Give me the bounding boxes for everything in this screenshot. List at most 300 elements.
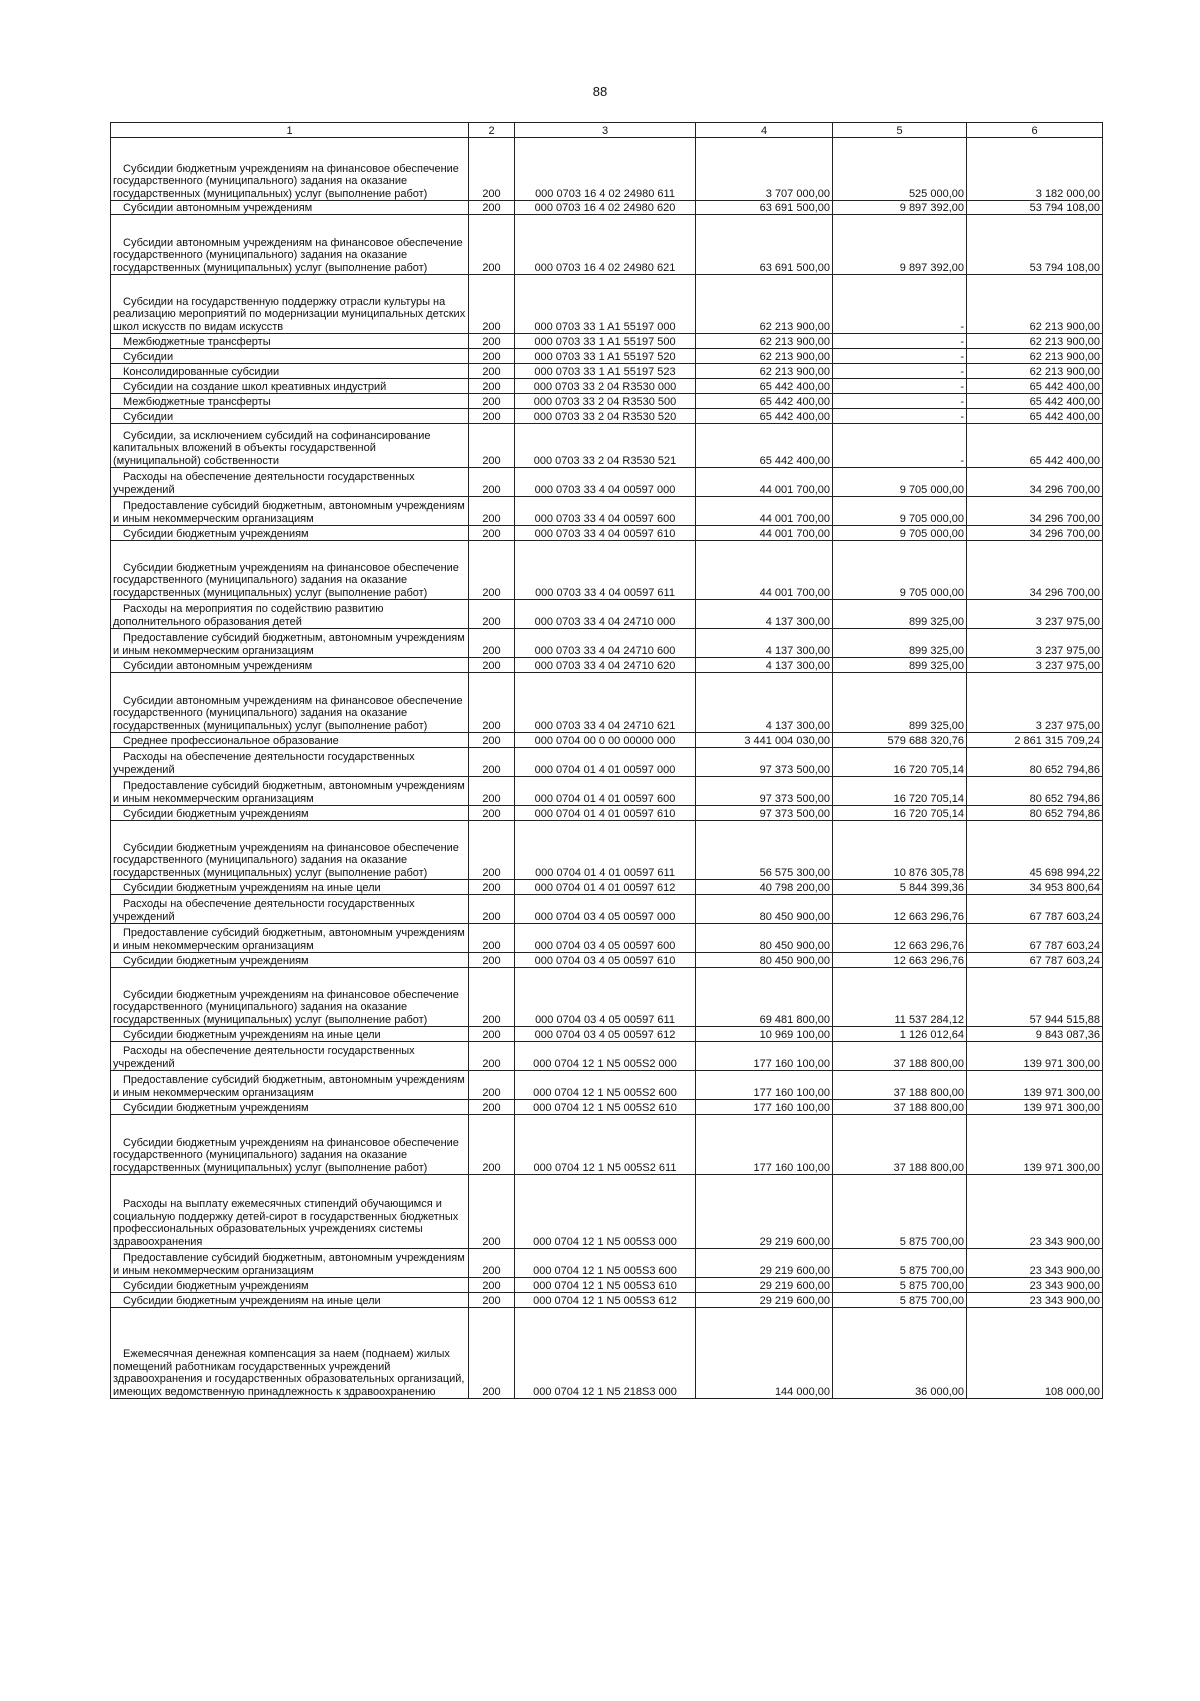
row-executed: - — [833, 334, 967, 349]
row-name-text: Субсидии бюджетным учреждениям на иные цели — [123, 1294, 381, 1307]
row-kbk: 000 0703 16 4 02 24980 620 — [515, 201, 696, 215]
row-name-text: Предоставление субсидий бюджетным, автономным учреждениям и иным некоммерческим организациям — [113, 1252, 465, 1277]
row-kbk: 000 0703 33 4 04 00597 611 — [515, 541, 696, 600]
row-name-text: Межбюджетные трансферты — [123, 395, 271, 408]
row-name-text: Субсидии бюджетным учреждениям на финансовое обеспечение государственного (муниципального) задания на оказание государственных (муниципальных) услуг (выполнение работ) — [113, 162, 459, 200]
table-row — [111, 215, 1103, 275]
table-row — [111, 1042, 1103, 1071]
table-row — [111, 1027, 1103, 1042]
row-name — [111, 1100, 469, 1115]
row-kbk: 000 0703 33 4 04 24710 600 — [515, 629, 696, 658]
row-executed: 5 875 700,00 — [833, 1175, 967, 1249]
row-name-text: Субсидии автономным учреждениям — [123, 201, 313, 214]
row-kbk: 000 0703 33 1 A1 55197 500 — [515, 334, 696, 349]
row-approved: 69 481 800,00 — [696, 968, 833, 1027]
row-code: 200 — [469, 1100, 515, 1115]
row-approved: 56 575 300,00 — [696, 821, 833, 880]
row-approved: 62 213 900,00 — [696, 364, 833, 379]
table-row — [111, 409, 1103, 424]
table-row — [111, 748, 1103, 777]
row-name-text: Субсидии, за исключением субсидий на софинансирование капитальных вложений в объекты государственной (муниципальной) собственности — [113, 429, 431, 467]
row-approved: 63 691 500,00 — [696, 215, 833, 275]
row-unexecuted: 67 787 603,24 — [967, 895, 1103, 924]
row-executed: - — [833, 364, 967, 379]
row-unexecuted: 23 343 900,00 — [967, 1175, 1103, 1249]
row-executed: - — [833, 409, 967, 424]
row-code: 200 — [469, 1175, 515, 1249]
row-name-text: Предоставление субсидий бюджетным, автономным учреждениям и иным некоммерческим организациям — [113, 780, 465, 805]
row-unexecuted: 62 213 900,00 — [967, 275, 1103, 334]
row-code: 200 — [469, 424, 515, 468]
row-approved: 3 707 000,00 — [696, 138, 833, 201]
row-name — [111, 1071, 469, 1100]
row-unexecuted: 34 296 700,00 — [967, 526, 1103, 541]
row-executed: 5 844 399,36 — [833, 880, 967, 895]
row-name — [111, 953, 469, 968]
row-name-text: Субсидии на создание школ креативных индустрий — [123, 380, 387, 393]
row-executed: 1 126 012,64 — [833, 1027, 967, 1042]
row-code: 200 — [469, 733, 515, 748]
row-code: 200 — [469, 629, 515, 658]
row-executed: 12 663 296,76 — [833, 953, 967, 968]
row-approved: 97 373 500,00 — [696, 777, 833, 806]
table-row — [111, 334, 1103, 349]
row-name-text: Субсидии автономным учреждениям — [123, 659, 313, 672]
row-name — [111, 821, 469, 880]
header-row — [111, 123, 1103, 138]
row-unexecuted: 53 794 108,00 — [967, 215, 1103, 275]
row-code: 200 — [469, 1042, 515, 1071]
row-kbk: 000 0703 33 2 04 R3530 520 — [515, 409, 696, 424]
row-approved: 177 160 100,00 — [696, 1071, 833, 1100]
row-kbk: 000 0703 16 4 02 24980 611 — [515, 138, 696, 201]
row-name — [111, 1308, 469, 1399]
row-approved: 177 160 100,00 — [696, 1115, 833, 1175]
row-name — [111, 880, 469, 895]
row-name-text: Субсидии бюджетным учреждениям на финансовое обеспечение государственного (муниципального) задания на оказание государственных (муниципальных) услуг (выполнение работ) — [113, 841, 459, 879]
row-unexecuted: 53 794 108,00 — [967, 201, 1103, 215]
row-approved: 40 798 200,00 — [696, 880, 833, 895]
row-name-text: Субсидии бюджетным учреждениям — [123, 1279, 309, 1292]
row-name-text: Предоставление субсидий бюджетным, автономным учреждениям и иным некоммерческим организациям — [113, 500, 465, 525]
row-unexecuted: 2 861 315 709,24 — [967, 733, 1103, 748]
table-row — [111, 526, 1103, 541]
row-code: 200 — [469, 334, 515, 349]
row-executed: 12 663 296,76 — [833, 924, 967, 953]
row-code: 200 — [469, 349, 515, 364]
table-row — [111, 733, 1103, 748]
row-executed: 525 000,00 — [833, 138, 967, 201]
row-code: 200 — [469, 880, 515, 895]
table-row — [111, 953, 1103, 968]
row-name-text: Субсидии бюджетным учреждениям на иные цели — [123, 1028, 381, 1041]
row-approved: 44 001 700,00 — [696, 497, 833, 526]
row-code: 200 — [469, 924, 515, 953]
row-approved: 4 137 300,00 — [696, 600, 833, 629]
row-name-text: Субсидии бюджетным учреждениям — [123, 527, 309, 540]
row-kbk: 000 0703 33 1 A1 55197 523 — [515, 364, 696, 379]
table-row — [111, 497, 1103, 526]
row-name — [111, 394, 469, 409]
row-code: 200 — [469, 138, 515, 201]
row-unexecuted: 108 000,00 — [967, 1308, 1103, 1399]
row-code: 200 — [469, 1071, 515, 1100]
row-executed: 11 537 284,12 — [833, 968, 967, 1027]
row-executed: 899 325,00 — [833, 658, 967, 673]
table-row — [111, 1071, 1103, 1100]
column-header-3: 3 — [515, 123, 696, 138]
column-header-1: 1 — [111, 123, 469, 138]
row-name — [111, 138, 469, 201]
row-kbk: 000 0704 01 4 01 00597 611 — [515, 821, 696, 880]
row-name-text: Предоставление субсидий бюджетным, автономным учреждениям и иным некоммерческим организациям — [113, 1074, 465, 1099]
row-name-text: Консолидированные субсидии — [123, 365, 280, 378]
row-unexecuted: 67 787 603,24 — [967, 924, 1103, 953]
row-code: 200 — [469, 394, 515, 409]
row-kbk: 000 0703 33 2 04 R3530 521 — [515, 424, 696, 468]
row-code: 200 — [469, 201, 515, 215]
row-executed: 9 705 000,00 — [833, 541, 967, 600]
table-row — [111, 629, 1103, 658]
row-approved: 29 219 600,00 — [696, 1278, 833, 1293]
row-executed: 37 188 800,00 — [833, 1071, 967, 1100]
table-row — [111, 777, 1103, 806]
row-kbk: 000 0704 01 4 01 00597 000 — [515, 748, 696, 777]
row-name — [111, 364, 469, 379]
row-code: 200 — [469, 821, 515, 880]
row-approved: 80 450 900,00 — [696, 953, 833, 968]
row-unexecuted: 65 442 400,00 — [967, 379, 1103, 394]
row-unexecuted: 3 237 975,00 — [967, 673, 1103, 733]
table-row — [111, 394, 1103, 409]
row-executed: 9 705 000,00 — [833, 526, 967, 541]
table-row — [111, 364, 1103, 379]
table-row — [111, 880, 1103, 895]
row-kbk: 000 0704 12 1 N5 005S3 612 — [515, 1293, 696, 1308]
row-kbk: 000 0703 33 4 04 24710 620 — [515, 658, 696, 673]
table-row — [111, 821, 1103, 880]
row-approved: 4 137 300,00 — [696, 673, 833, 733]
row-name-text: Субсидии автономным учреждениям на финансовое обеспечение государственного (муниципального) задания на оказание государственных (муниципальных) услуг (выполнение работ) — [113, 236, 463, 274]
row-approved: 44 001 700,00 — [696, 541, 833, 600]
row-name-text: Субсидии бюджетным учреждениям на финансовое обеспечение государственного (муниципального) задания на оказание государственных (муниципальных) услуг (выполнение работ) — [113, 1136, 459, 1174]
row-approved: 144 000,00 — [696, 1308, 833, 1399]
table-row — [111, 1249, 1103, 1278]
row-kbk: 000 0703 33 2 04 R3530 500 — [515, 394, 696, 409]
row-unexecuted: 3 237 975,00 — [967, 658, 1103, 673]
row-approved: 3 441 004 030,00 — [696, 733, 833, 748]
table-row — [111, 1175, 1103, 1249]
table-row — [111, 924, 1103, 953]
row-name-text: Расходы на обеспечение деятельности государственных учреждений — [113, 471, 415, 496]
row-name — [111, 924, 469, 953]
row-name-text: Предоставление субсидий бюджетным, автономным учреждениям и иным некоммерческим организациям — [113, 632, 465, 657]
row-executed: 9 897 392,00 — [833, 201, 967, 215]
row-name — [111, 673, 469, 733]
row-executed: 16 720 705,14 — [833, 748, 967, 777]
row-approved: 62 213 900,00 — [696, 334, 833, 349]
row-executed: - — [833, 349, 967, 364]
row-name — [111, 275, 469, 334]
row-code: 200 — [469, 968, 515, 1027]
row-unexecuted: 57 944 515,88 — [967, 968, 1103, 1027]
table-row — [111, 600, 1103, 629]
row-kbk: 000 0703 33 1 A1 55197 000 — [515, 275, 696, 334]
row-unexecuted: 65 442 400,00 — [967, 394, 1103, 409]
row-code: 200 — [469, 526, 515, 541]
row-name-text: Субсидии бюджетным учреждениям на финансовое обеспечение государственного (муниципального) задания на оказание государственных (муниципальных) услуг (выполнение работ) — [113, 988, 459, 1026]
row-name — [111, 424, 469, 468]
row-executed: - — [833, 275, 967, 334]
row-name — [111, 777, 469, 806]
row-kbk: 000 0703 33 4 04 00597 610 — [515, 526, 696, 541]
row-kbk: 000 0703 33 4 04 00597 600 — [515, 497, 696, 526]
row-code: 200 — [469, 953, 515, 968]
row-code: 200 — [469, 379, 515, 394]
row-name — [111, 1278, 469, 1293]
row-name — [111, 349, 469, 364]
row-name-text: Ежемесячная денежная компенсация за наем (поднаем) жилых помещений работникам государственных учреждений здравоохранения и государственных образовательных организаций, имеющих ведомственную принадлежность к здравоохранению — [113, 1348, 465, 1398]
row-code: 200 — [469, 600, 515, 629]
row-kbk: 000 0704 01 4 01 00597 600 — [515, 777, 696, 806]
row-kbk: 000 0704 00 0 00 00000 000 — [515, 733, 696, 748]
row-unexecuted: 62 213 900,00 — [967, 364, 1103, 379]
row-approved: 80 450 900,00 — [696, 924, 833, 953]
row-name — [111, 409, 469, 424]
row-approved: 44 001 700,00 — [696, 468, 833, 497]
row-name — [111, 629, 469, 658]
row-kbk: 000 0703 33 1 A1 55197 520 — [515, 349, 696, 364]
row-name-text: Субсидии автономным учреждениям на финансовое обеспечение государственного (муниципального) задания на оказание государственных (муниципальных) услуг (выполнение работ) — [113, 694, 463, 732]
row-kbk: 000 0703 33 2 04 R3530 000 — [515, 379, 696, 394]
row-unexecuted: 34 953 800,64 — [967, 880, 1103, 895]
row-kbk: 000 0704 12 1 N5 218S3 000 — [515, 1308, 696, 1399]
row-code: 200 — [469, 673, 515, 733]
row-approved: 80 450 900,00 — [696, 895, 833, 924]
row-executed: 9 705 000,00 — [833, 468, 967, 497]
row-name — [111, 526, 469, 541]
row-executed: 16 720 705,14 — [833, 806, 967, 821]
row-name — [111, 968, 469, 1027]
row-approved: 62 213 900,00 — [696, 275, 833, 334]
row-code: 200 — [469, 1278, 515, 1293]
row-kbk: 000 0704 01 4 01 00597 612 — [515, 880, 696, 895]
row-kbk: 000 0704 03 4 05 00597 000 — [515, 895, 696, 924]
column-header-6: 6 — [967, 123, 1103, 138]
row-name — [111, 468, 469, 497]
row-code: 200 — [469, 215, 515, 275]
row-approved: 63 691 500,00 — [696, 201, 833, 215]
table-row — [111, 201, 1103, 215]
table-row — [111, 275, 1103, 334]
row-name-text: Субсидии — [123, 410, 174, 423]
row-executed: 899 325,00 — [833, 600, 967, 629]
row-name-text: Субсидии — [123, 350, 174, 363]
row-executed: 36 000,00 — [833, 1308, 967, 1399]
row-unexecuted: 67 787 603,24 — [967, 953, 1103, 968]
row-unexecuted: 3 237 975,00 — [967, 629, 1103, 658]
row-executed: 9 897 392,00 — [833, 215, 967, 275]
column-header-2: 2 — [469, 123, 515, 138]
row-name-text: Расходы на выплату ежемесячных стипендий обучающимся и социальную поддержку детей-сирот в государственных бюджетных профессиональных образовательных учреждениях системы здравоохранения — [113, 1198, 459, 1248]
row-approved: 29 219 600,00 — [696, 1249, 833, 1278]
row-executed: 5 875 700,00 — [833, 1293, 967, 1308]
row-name — [111, 497, 469, 526]
row-name-text: Субсидии бюджетным учреждениям — [123, 954, 309, 967]
row-kbk: 000 0704 03 4 05 00597 612 — [515, 1027, 696, 1042]
row-approved: 4 137 300,00 — [696, 629, 833, 658]
row-code: 200 — [469, 777, 515, 806]
row-code: 200 — [469, 806, 515, 821]
table-row — [111, 1115, 1103, 1175]
row-name-text: Субсидии бюджетным учреждениям на финансовое обеспечение государственного (муниципального) задания на оказание государственных (муниципальных) услуг (выполнение работ) — [113, 561, 459, 599]
row-kbk: 000 0704 12 1 N5 005S2 610 — [515, 1100, 696, 1115]
row-name — [111, 1115, 469, 1175]
table-row — [111, 541, 1103, 600]
row-approved: 62 213 900,00 — [696, 349, 833, 364]
row-name — [111, 733, 469, 748]
row-name — [111, 379, 469, 394]
row-executed: 899 325,00 — [833, 629, 967, 658]
row-approved: 97 373 500,00 — [696, 748, 833, 777]
row-executed: - — [833, 424, 967, 468]
row-name — [111, 334, 469, 349]
row-approved: 65 442 400,00 — [696, 424, 833, 468]
row-kbk: 000 0704 03 4 05 00597 610 — [515, 953, 696, 968]
row-unexecuted: 3 182 000,00 — [967, 138, 1103, 201]
row-unexecuted: 45 698 994,22 — [967, 821, 1103, 880]
row-executed: 579 688 320,76 — [833, 733, 967, 748]
row-approved: 97 373 500,00 — [696, 806, 833, 821]
row-name — [111, 600, 469, 629]
row-name-text: Субсидии на государственную поддержку отрасли культуры на реализацию мероприятий по модернизации муниципальных детских школ искусств по видам искусств — [113, 295, 466, 333]
row-code: 200 — [469, 497, 515, 526]
row-kbk: 000 0704 12 1 N5 005S3 000 — [515, 1175, 696, 1249]
row-unexecuted: 62 213 900,00 — [967, 349, 1103, 364]
row-code: 200 — [469, 895, 515, 924]
row-name — [111, 215, 469, 275]
row-approved: 29 219 600,00 — [696, 1293, 833, 1308]
row-approved: 4 137 300,00 — [696, 658, 833, 673]
row-executed: 37 188 800,00 — [833, 1042, 967, 1071]
row-name — [111, 201, 469, 215]
row-name — [111, 895, 469, 924]
table-row — [111, 895, 1103, 924]
row-name-text: Субсидии бюджетным учреждениям — [123, 807, 309, 820]
row-unexecuted: 23 343 900,00 — [967, 1249, 1103, 1278]
row-name-text: Межбюджетные трансферты — [123, 335, 271, 348]
row-name — [111, 1175, 469, 1249]
row-code: 200 — [469, 1308, 515, 1399]
row-kbk: 000 0703 33 4 04 24710 621 — [515, 673, 696, 733]
row-executed: 37 188 800,00 — [833, 1115, 967, 1175]
row-name — [111, 1249, 469, 1278]
budget-table — [110, 122, 1103, 1399]
table-row — [111, 424, 1103, 468]
row-name — [111, 748, 469, 777]
table-row — [111, 1100, 1103, 1115]
row-name — [111, 1042, 469, 1071]
row-approved: 177 160 100,00 — [696, 1100, 833, 1115]
row-code: 200 — [469, 468, 515, 497]
row-executed: - — [833, 379, 967, 394]
row-unexecuted: 23 343 900,00 — [967, 1278, 1103, 1293]
row-executed: 9 705 000,00 — [833, 497, 967, 526]
table-row — [111, 673, 1103, 733]
row-unexecuted: 65 442 400,00 — [967, 409, 1103, 424]
row-approved: 29 219 600,00 — [696, 1175, 833, 1249]
row-unexecuted: 9 843 087,36 — [967, 1027, 1103, 1042]
row-approved: 65 442 400,00 — [696, 409, 833, 424]
row-unexecuted: 65 442 400,00 — [967, 424, 1103, 468]
row-name-text: Расходы на обеспечение деятельности государственных учреждений — [113, 898, 415, 923]
row-executed: 5 875 700,00 — [833, 1278, 967, 1293]
row-unexecuted: 34 296 700,00 — [967, 541, 1103, 600]
row-name-text: Субсидии бюджетным учреждениям на иные цели — [123, 881, 381, 894]
row-executed: 899 325,00 — [833, 673, 967, 733]
row-unexecuted: 62 213 900,00 — [967, 334, 1103, 349]
row-code: 200 — [469, 1027, 515, 1042]
row-code: 200 — [469, 748, 515, 777]
row-unexecuted: 23 343 900,00 — [967, 1293, 1103, 1308]
row-kbk: 000 0704 12 1 N5 005S3 600 — [515, 1249, 696, 1278]
row-kbk: 000 0703 33 4 04 00597 000 — [515, 468, 696, 497]
row-kbk: 000 0704 12 1 N5 005S2 611 — [515, 1115, 696, 1175]
table-row — [111, 379, 1103, 394]
row-executed: 37 188 800,00 — [833, 1100, 967, 1115]
row-kbk: 000 0704 12 1 N5 005S2 600 — [515, 1071, 696, 1100]
row-code: 200 — [469, 275, 515, 334]
row-kbk: 000 0704 03 4 05 00597 611 — [515, 968, 696, 1027]
row-approved: 10 969 100,00 — [696, 1027, 833, 1042]
row-name — [111, 1293, 469, 1308]
row-unexecuted: 139 971 300,00 — [967, 1115, 1103, 1175]
row-name-text: Субсидии бюджетным учреждениям — [123, 1101, 309, 1114]
column-header-4: 4 — [696, 123, 833, 138]
row-name-text: Расходы на мероприятия по содействию развитию дополнительного образования детей — [113, 603, 384, 628]
row-name-text: Расходы на обеспечение деятельности государственных учреждений — [113, 751, 415, 776]
row-unexecuted: 139 971 300,00 — [967, 1100, 1103, 1115]
column-header-5: 5 — [833, 123, 967, 138]
row-name — [111, 541, 469, 600]
row-name-text: Расходы на обеспечение деятельности государственных учреждений — [113, 1045, 415, 1070]
row-code: 200 — [469, 1115, 515, 1175]
row-kbk: 000 0703 16 4 02 24980 621 — [515, 215, 696, 275]
row-kbk: 000 0704 03 4 05 00597 600 — [515, 924, 696, 953]
row-name-text: Предоставление субсидий бюджетным, автономным учреждениям и иным некоммерческим организациям — [113, 927, 465, 952]
row-name — [111, 1027, 469, 1042]
row-kbk: 000 0704 12 1 N5 005S3 610 — [515, 1278, 696, 1293]
table-row — [111, 138, 1103, 201]
row-executed: 12 663 296,76 — [833, 895, 967, 924]
row-kbk: 000 0703 33 4 04 24710 000 — [515, 600, 696, 629]
row-name — [111, 806, 469, 821]
row-code: 200 — [469, 409, 515, 424]
table-row — [111, 1308, 1103, 1399]
row-code: 200 — [469, 364, 515, 379]
row-code: 200 — [469, 541, 515, 600]
row-name-text: Среднее профессиональное образование — [123, 734, 339, 747]
table-row — [111, 349, 1103, 364]
row-approved: 44 001 700,00 — [696, 526, 833, 541]
row-unexecuted: 3 237 975,00 — [967, 600, 1103, 629]
row-executed: 10 876 305,78 — [833, 821, 967, 880]
row-approved: 65 442 400,00 — [696, 394, 833, 409]
row-name — [111, 658, 469, 673]
row-executed: 5 875 700,00 — [833, 1249, 967, 1278]
page-number: 88 — [592, 84, 608, 99]
row-unexecuted: 80 652 794,86 — [967, 777, 1103, 806]
